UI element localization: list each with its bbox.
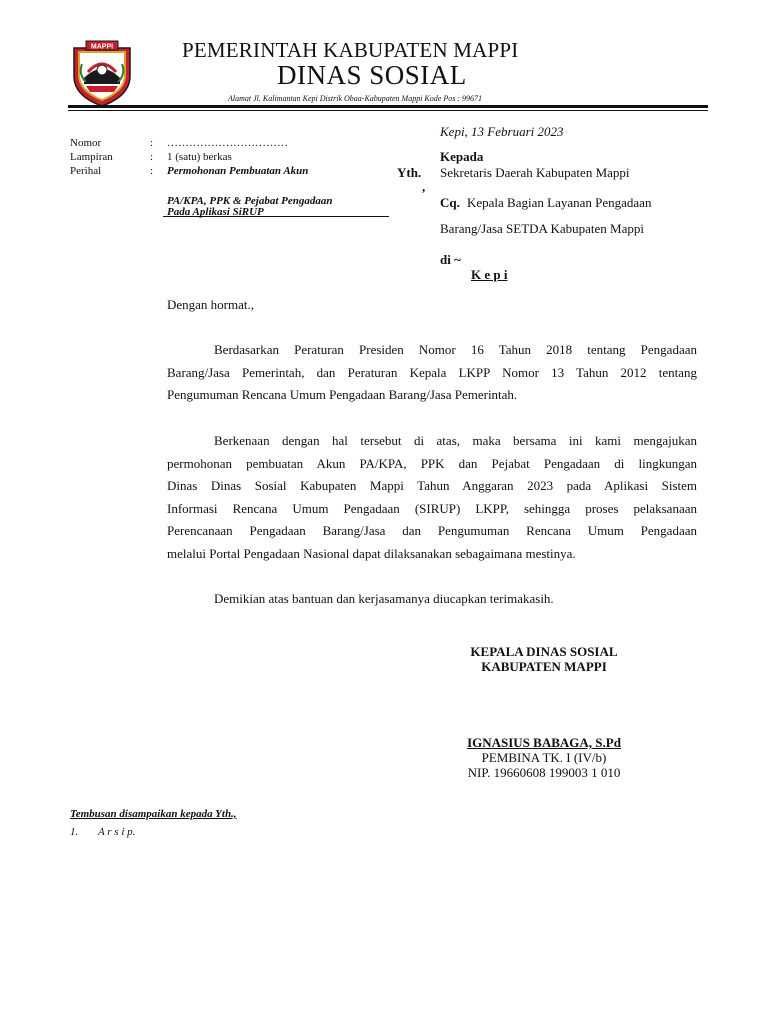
letter-date: Kepi, 13 Februari 2023: [440, 124, 564, 139]
perihal-label: Perihal: [70, 165, 102, 177]
signatory-rank: PEMBINA TK. I (IV/b): [481, 750, 607, 765]
letterhead-rule-thin: [68, 110, 708, 111]
lampiran-colon: :: [150, 151, 154, 163]
nomor-label: Nomor: [70, 137, 102, 149]
nomor-colon: :: [150, 137, 154, 149]
subject-underline: [163, 216, 389, 217]
subject-line-1: PA/KPA, PPK & Pejabat Pengadaan: [167, 195, 333, 207]
signatory-name: IGNASIUS BABAGA, S.Pd: [467, 735, 621, 750]
closing-sentence: Demikian atas bantuan dan kerjasamanya diucapkan terimakasih.: [214, 591, 554, 606]
paragraph-2-line-1: Berkenaan dengan hal tersebut di atas, maka bersama ini kami mengajukan: [214, 433, 697, 448]
recipient-place: K e p i: [471, 267, 508, 282]
paragraph-2-line-4: Informasi Rencana Umum Pengadaan (SIRUP) LKPP, sehingga proses pelaksanaan: [167, 500, 697, 516]
tembusan-heading: Tembusan disampaikan kepada Yth.,: [70, 808, 237, 820]
paragraph-1: [167, 339, 697, 407]
letterhead-address: Alamat Jl. Kalimantan Kepi Distrik Obaa-Kabupaten Mappi Kode Pos : 99671: [228, 94, 482, 103]
letterhead-rule-thick: [68, 105, 708, 108]
mappi-logo: [68, 38, 136, 108]
paragraph-2-line-6: melalui Portal Pengadaan Nasional dapat dilaksanakan sebagaimana mestinya.: [167, 545, 576, 561]
perihal-colon: :: [150, 165, 154, 177]
perihal-value: Permohonan Pembuatan Akun: [167, 165, 309, 177]
paragraph-2-line-5: Perencanaan Pengadaan Barang/Jasa dan Pengumuman Rencana Umum Pengadaan: [167, 523, 697, 539]
salutation: Dengan hormat.,: [167, 297, 255, 312]
subject-line-2: Pada Aplikasi SiRUP: [167, 206, 264, 218]
letterhead-agency: DINAS SOSIAL: [277, 60, 467, 90]
kepada-label: Kepada: [440, 149, 484, 164]
paragraph-2: [167, 430, 697, 566]
cq-text: Kepala Bagian Layanan Pengadaan: [467, 195, 652, 210]
yth-label: Yth.: [397, 165, 422, 180]
tembusan-item-text: A r s i p.: [98, 826, 136, 838]
paragraph-1-line-3: Pengumuman Rencana Umum Pengadaan Barang/Jasa Pemerintah.: [167, 387, 518, 403]
paragraph-2-line-2: permohonan pembuatan Akun PA/KPA, PPK dan Pejabat Pengadaan di lingkungan: [167, 455, 697, 471]
recipient-line-1: Sekretaris Daerah Kabupaten Mappi: [440, 165, 630, 180]
tembusan-item-number: 1.: [70, 826, 79, 838]
yth-comma: ,: [422, 179, 426, 194]
di-label: di ~: [440, 252, 461, 267]
lampiran-value: 1 (satu) berkas: [167, 151, 232, 163]
nomor-value: ……………………………: [167, 137, 288, 149]
lampiran-label: Lampiran: [70, 151, 113, 163]
paragraph-1-line-2: Barang/Jasa Pemerintah, dan Peraturan Kepala LKPP Nomor 13 Tahun 2012 tentang: [167, 364, 697, 380]
signatory-nip: NIP. 19660608 199003 1 010: [467, 765, 621, 780]
paragraph-1-line-1: Berdasarkan Peraturan Presiden Nomor 16 Tahun 2018 tentang Pengadaan: [214, 342, 697, 357]
paragraph-2-line-3: Dinas Dinas Sosial Kabupaten Mappi Tahun Anggaran 2023 pada Aplikasi Sistem: [167, 478, 697, 494]
letterhead-government: PEMERINTAH KABUPATEN MAPPI: [182, 38, 519, 62]
svg-text:MAPPI: MAPPI: [90, 43, 114, 51]
cq-label: Cq.: [440, 195, 460, 210]
signature-title-1: KEPALA DINAS SOSIAL: [470, 644, 618, 659]
recipient-line-3: Barang/Jasa SETDA Kabupaten Mappi: [440, 221, 644, 236]
signature-title-2: KABUPATEN MAPPI: [481, 659, 607, 674]
